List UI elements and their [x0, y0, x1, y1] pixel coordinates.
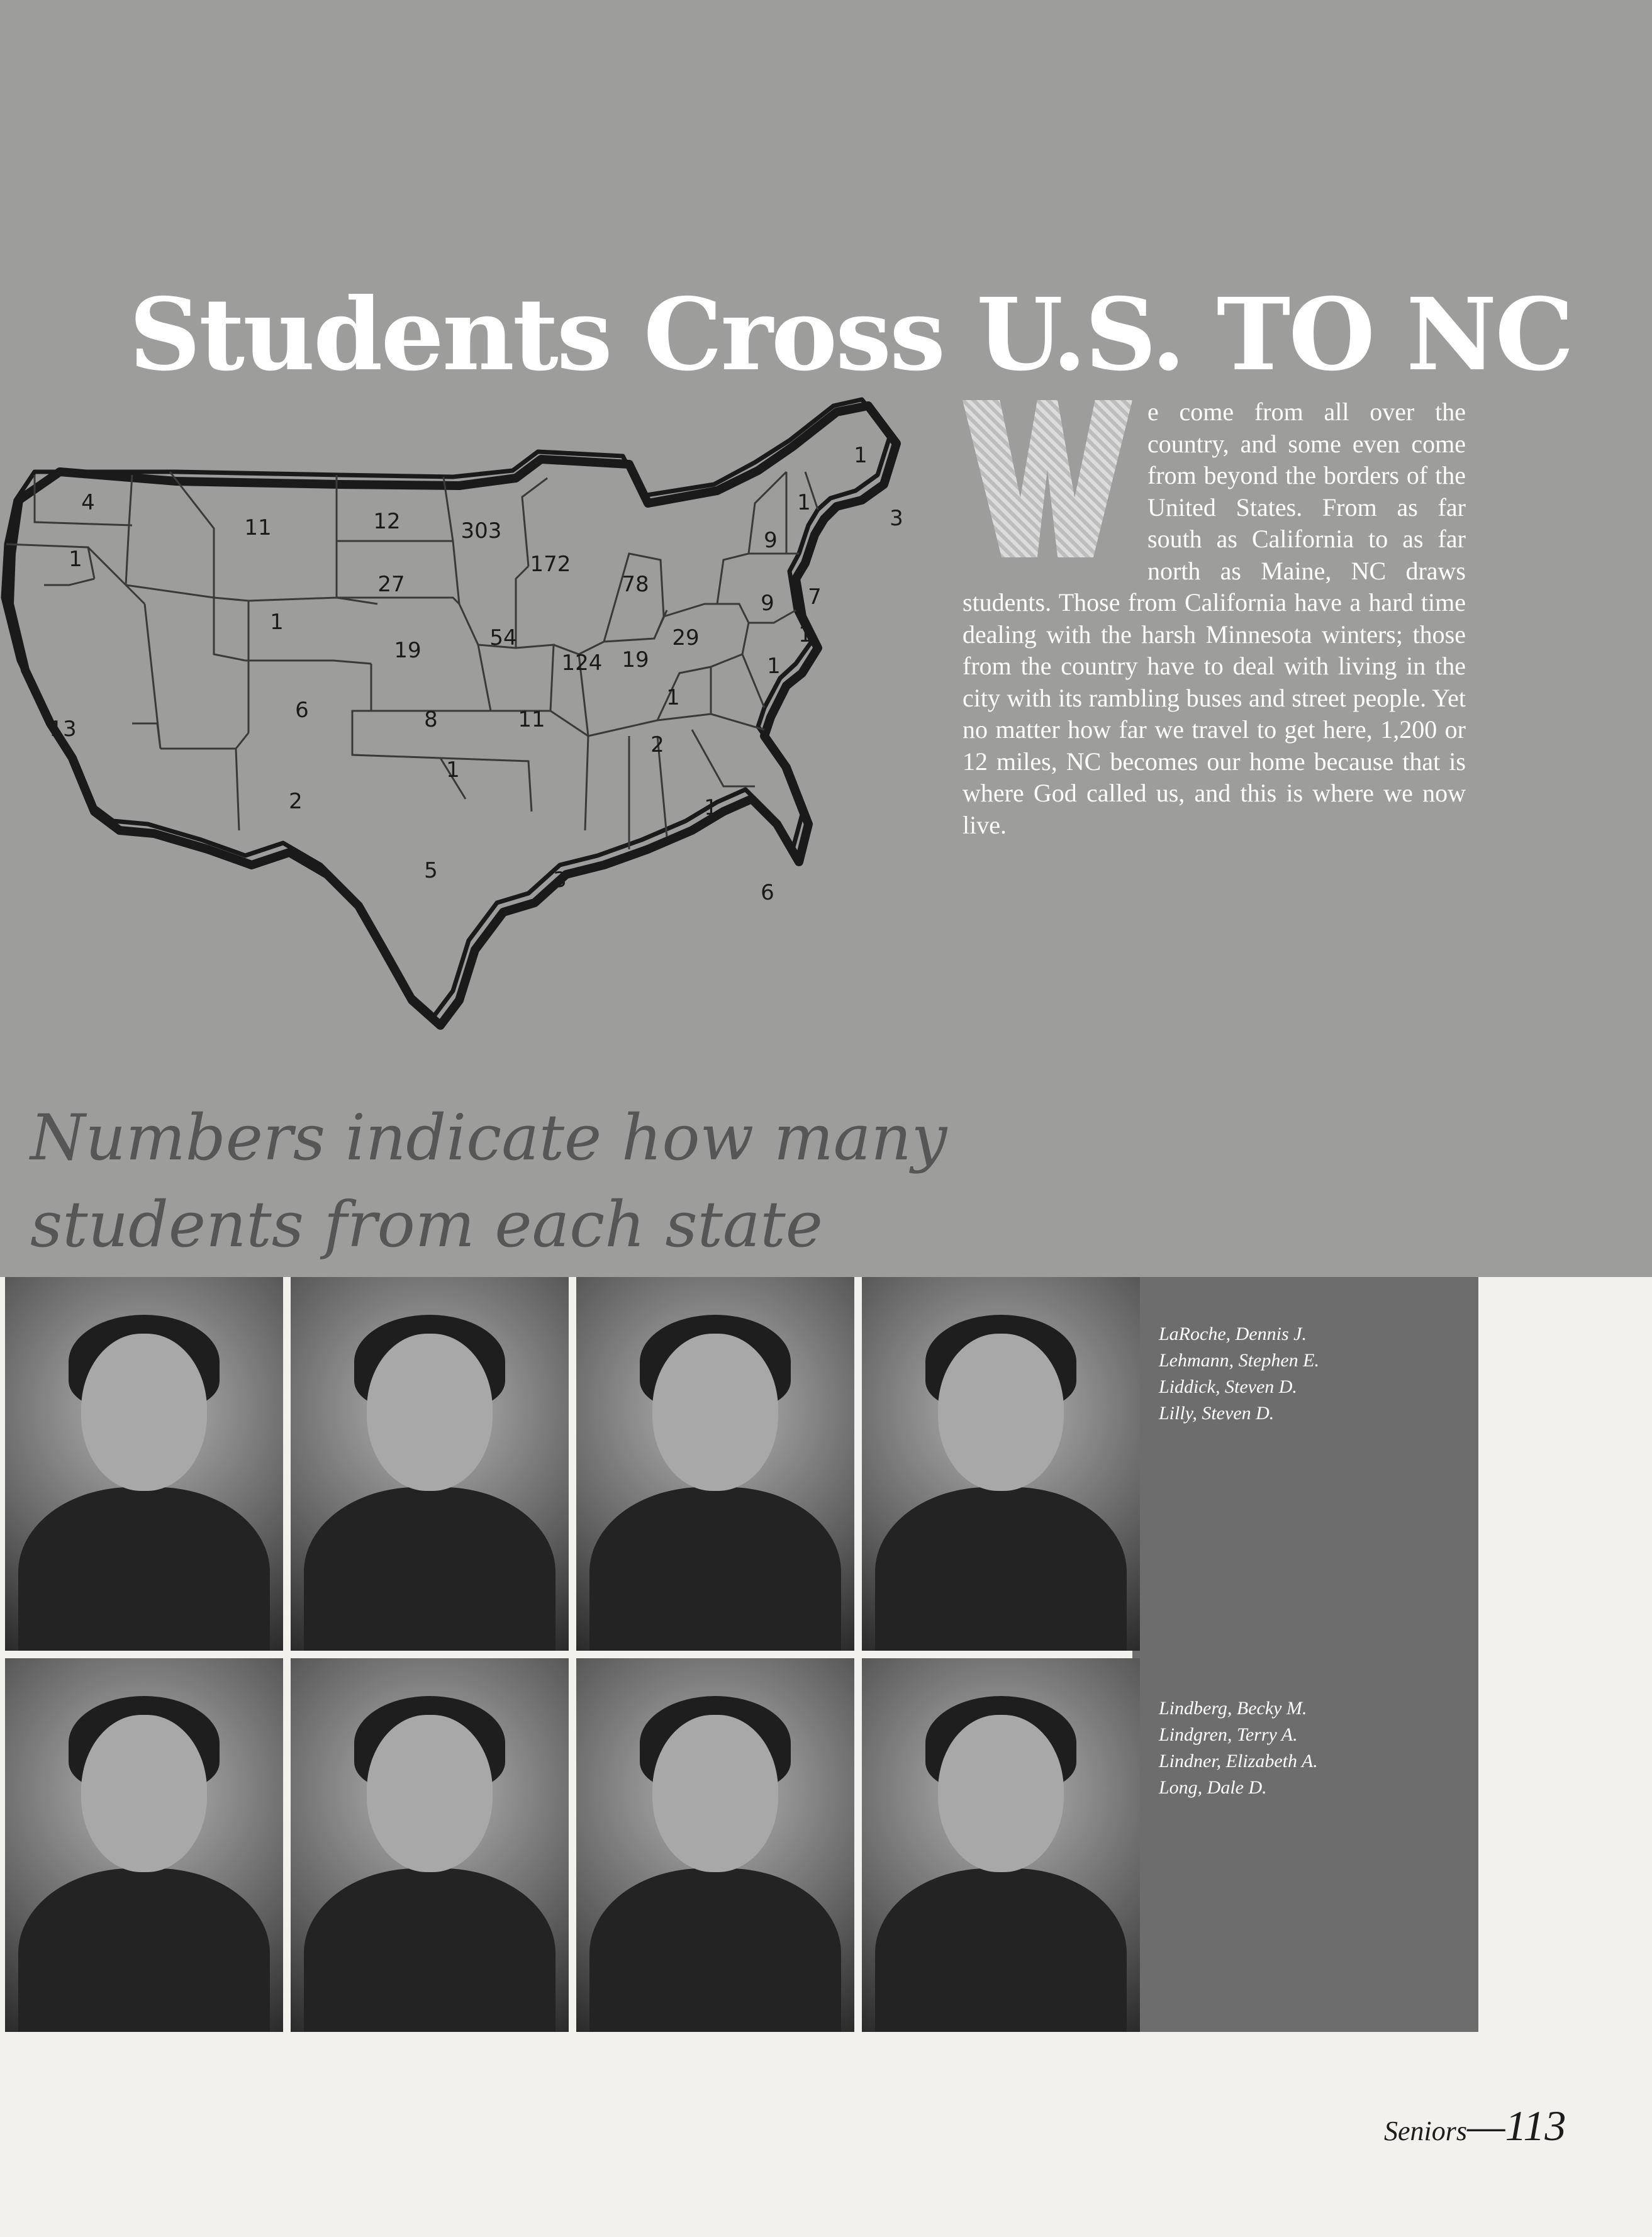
student-name: Lehmann, Stephen E.	[1159, 1350, 1319, 1371]
map-label: 1	[798, 622, 812, 647]
map-label: 3	[553, 867, 567, 893]
dropcap-graphic	[963, 400, 1132, 557]
map-label: 172	[530, 552, 571, 577]
student-name: Lilly, Steven D.	[1159, 1403, 1275, 1424]
student-name: Liddick, Steven D.	[1159, 1376, 1297, 1397]
map-label: 1	[797, 490, 811, 515]
student-name: Lindgren, Terry A.	[1159, 1724, 1298, 1745]
us-map	[0, 396, 918, 1057]
dropcap	[963, 400, 1132, 557]
student-name: Lindberg, Becky M.	[1159, 1698, 1307, 1719]
map-label: 6	[295, 698, 309, 723]
folio-dash: —	[1467, 2102, 1505, 2150]
portrait-photo	[576, 1277, 854, 1651]
intro-paragraph	[963, 396, 1466, 841]
map-label: 2	[289, 789, 303, 814]
student-name: Lindner, Elizabeth A.	[1159, 1751, 1318, 1771]
map-label: 1	[446, 757, 460, 783]
caption-line-1: Numbers indicate how many	[30, 1101, 947, 1174]
names-row-2	[1159, 1695, 1410, 1801]
map-label: 27	[377, 572, 405, 597]
names-row-1	[1159, 1321, 1410, 1427]
map-label: 54	[489, 625, 517, 650]
page-number: 113	[1505, 2102, 1566, 2150]
map-label: 13	[49, 717, 77, 742]
portrait-grid	[5, 1277, 1140, 2032]
map-label: 4	[81, 490, 95, 515]
portrait-photo	[5, 1658, 283, 2032]
map-label: 6	[761, 880, 774, 905]
map-label: 1	[854, 443, 868, 468]
portrait-photo	[576, 1658, 854, 2032]
portrait-photo	[291, 1658, 569, 2032]
portrait-photo	[862, 1277, 1140, 1651]
map-label: 19	[394, 638, 421, 663]
caption-line-2: students from each state	[30, 1188, 823, 1261]
map-label: 9	[761, 591, 774, 616]
page-folio	[1384, 2101, 1573, 2151]
map-label: 78	[622, 572, 649, 597]
map-label: 1	[767, 654, 781, 679]
map-label: 9	[764, 528, 778, 553]
map-label: 11	[244, 515, 272, 540]
map-label: 3	[890, 506, 903, 531]
map-label: 1	[704, 795, 718, 820]
map-label: 5	[424, 858, 438, 883]
map-label: 1	[69, 547, 82, 572]
map-label: 19	[622, 647, 649, 672]
student-name: Long, Dale D.	[1159, 1777, 1267, 1798]
portrait-photo	[291, 1277, 569, 1651]
map-label: 12	[373, 509, 401, 534]
map-label: 11	[518, 707, 545, 732]
map-label: 124	[561, 650, 603, 676]
map-label: 7	[808, 584, 822, 610]
student-name: LaRoche, Dennis J.	[1159, 1324, 1307, 1344]
map-label: 303	[460, 518, 502, 544]
map-label: 1	[270, 610, 284, 635]
portrait-photo	[862, 1658, 1140, 2032]
section-label: Seniors	[1384, 2116, 1467, 2146]
portrait-photo	[5, 1277, 283, 1651]
map-label: 2	[650, 732, 664, 757]
map-caption	[30, 1095, 1037, 1268]
intro-text: e come from all over the country, and some even come from beyond the borders of the United States. From as far south as California to as far north as Maine, NC draws students. Those from California have a hard time dealing with the harsh Minnesota winters; those from the country have to deal with living in the city with its rambling buses and street people. Yet no matter how far we travel to get here, 1,200 or 12 miles, NC becomes our home because that is where God called us, and this is where we now live.	[963, 398, 1466, 839]
article-title: Students Cross U.S. TO NC	[129, 277, 1573, 393]
map-label: 1	[666, 685, 680, 710]
map-label: 8	[424, 707, 438, 732]
map-label: 29	[672, 625, 700, 650]
